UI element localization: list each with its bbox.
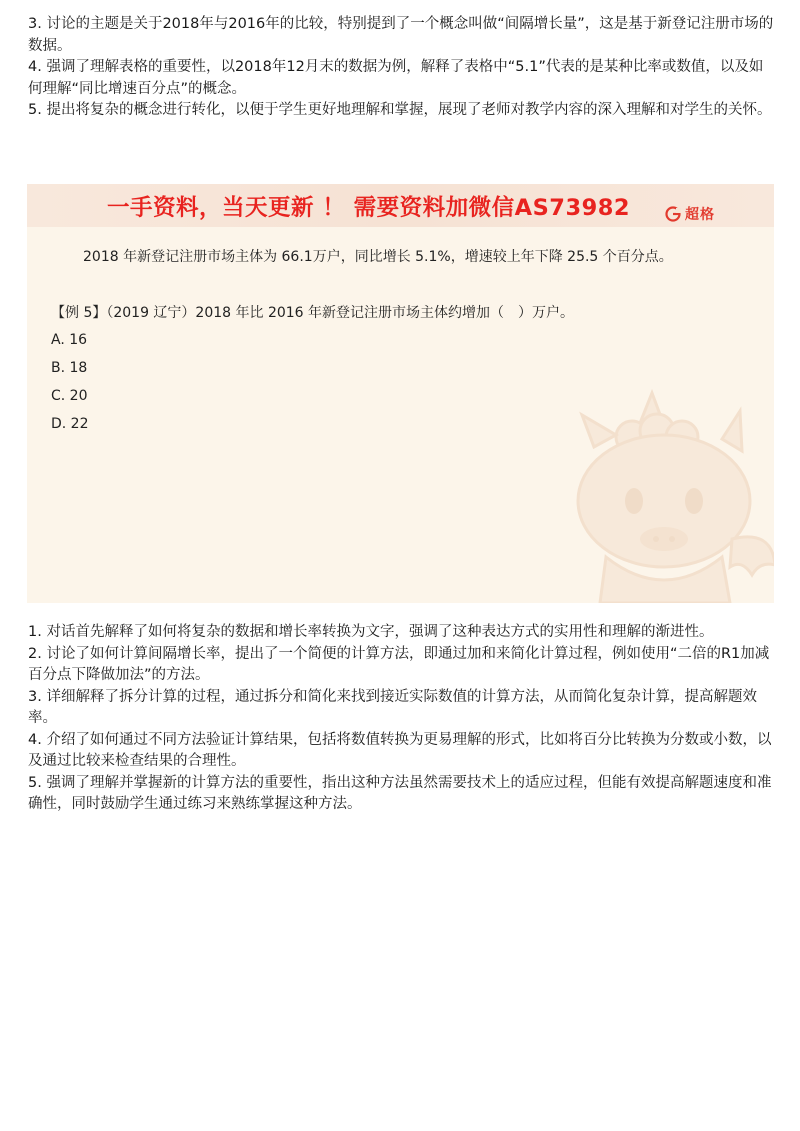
answer-option: D. 22 xyxy=(51,416,89,432)
summary-item: 3. 讨论的主题是关于2018年与2016年的比较，特别提到了一个概念叫做“间隔增长量”，这是基于新登记注册市场的数据。 xyxy=(28,16,774,54)
brand-name: 超格 xyxy=(685,207,715,223)
summary-item: 4. 强调了理解表格的重要性，以2018年12月末的数据为例，解释了表格中“5.1”代表的是某种比率或数值，以及如何理解“同比增速百分点”的概念。 xyxy=(28,59,764,97)
answer-option: A. 16 xyxy=(51,332,88,348)
summary-list-top xyxy=(28,14,776,122)
unicorn-mascot-icon xyxy=(572,389,774,603)
answer-option: C. 20 xyxy=(51,388,88,404)
example-question: 【例 5】（2019 辽宁）2018 年比 2016 年新登记注册市场主体约增加（ ）万户。 xyxy=(51,305,575,321)
summary-item: 1. 对话首先解释了如何将复杂的数据和增长率转换为文字，强调了这种表达方式的实用性和理解的渐进性。 xyxy=(28,624,714,640)
data-statement: 2018 年新登记注册市场主体为 66.1万户，同比增长 5.1%，增速较上年下降 25.5 个百分点。 xyxy=(83,249,673,265)
summary-item: 5. 强调了理解并掌握新的计算方法的重要性，指出这种方法虽然需要技术上的适应过程，但能有效提高解题速度和准确性，同时鼓励学生通过练习来熟练掌握这种方法。 xyxy=(28,774,772,812)
summary-item: 5. 提出将复杂的概念进行转化，以便于学生更好地理解和掌握，展现了老师对教学内容的深入理解和对学生的关怀。 xyxy=(28,102,772,118)
slide-header-banner xyxy=(27,184,774,227)
brand-logo-icon xyxy=(665,206,681,222)
lecture-slide-image xyxy=(27,184,774,603)
answer-options xyxy=(51,330,89,442)
brand-logo xyxy=(665,204,715,224)
summary-list-bottom xyxy=(28,622,776,816)
promo-banner-text: 一手资料，当天更新 ！ 需要资料加微信AS73982 xyxy=(107,195,631,221)
summary-item: 3. 详细解释了拆分计算的过程，通过拆分和简化来找到接近实际数值的计算方法，从而简化复杂计算，提高解题效率。 xyxy=(28,688,757,726)
summary-item: 4. 介绍了如何通过不同方法验证计算结果，包括将数值转换为更易理解的形式，比如将百分比转换为分数或小数，以及通过比较来检查结果的合理性。 xyxy=(28,731,772,769)
answer-option: B. 18 xyxy=(51,360,88,376)
summary-item: 2. 讨论了如何计算间隔增长率，提出了一个简便的计算方法，即通过加和来简化计算过程，例如使用“二倍的R1加减百分点下降做加法”的方法。 xyxy=(28,645,770,683)
